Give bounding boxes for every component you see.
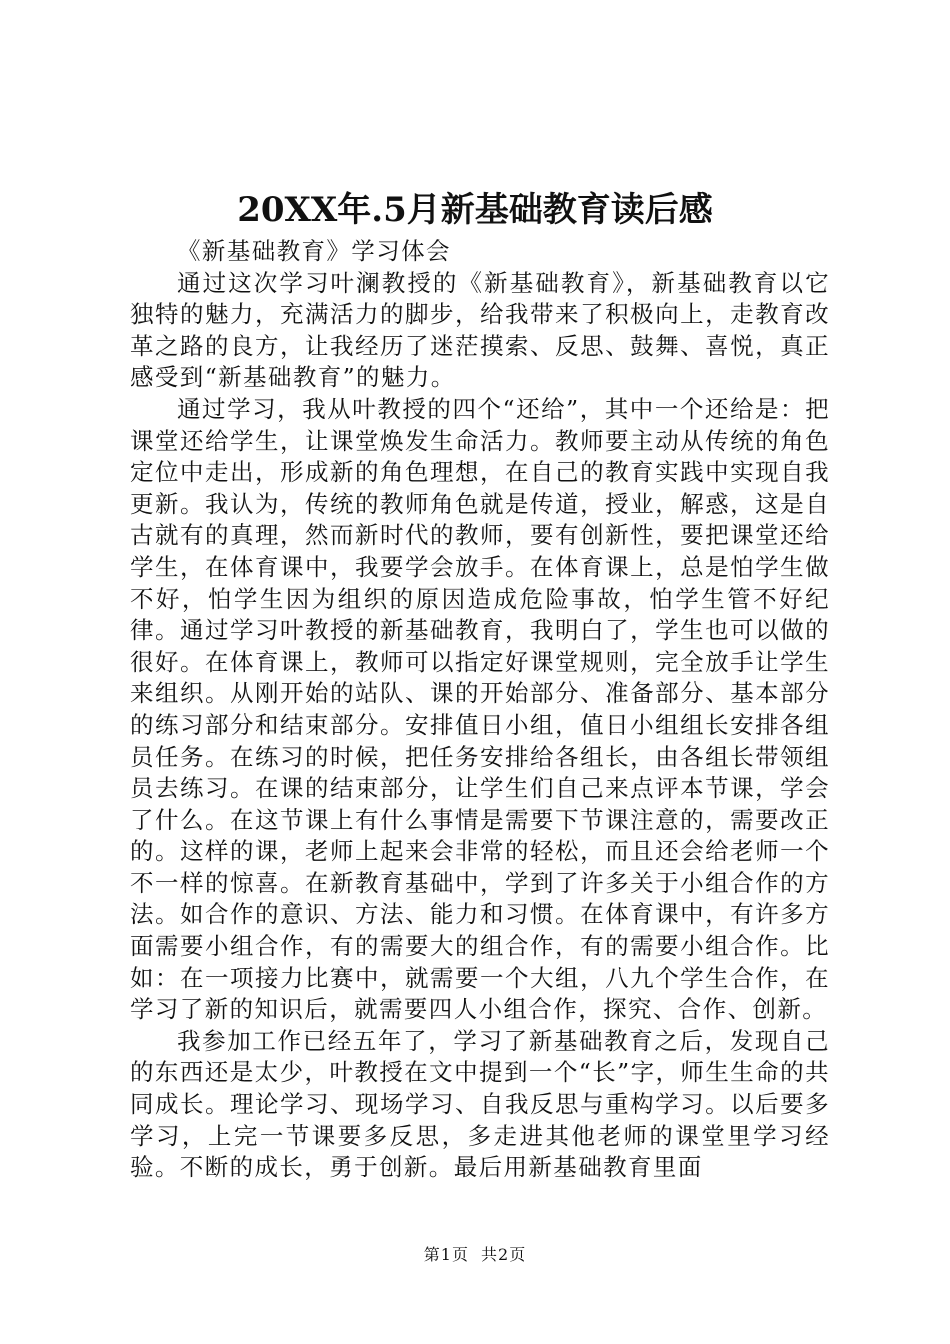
page-total: 共2页 [481, 1245, 527, 1264]
document-body [130, 236, 830, 1184]
paragraph-1: 通过这次学习叶澜教授的《新基础教育》，新基础教育以它独特的魅力，充满活力的脚步，给我带来了积极向上，走教育改革之路的良方，让我经历了迷茫摸索、反思、鼓舞、喜悦，真正感受到“新基础教育”的魅力。 [130, 268, 830, 392]
paragraph-2: 通过学习，我从叶教授的四个“还给”，其中一个还给是：把课堂还给学生，让课堂焕发生命活力。教师要主动从传统的角色定位中走出，形成新的角色理想，在自己的教育实践中实现自我更新。我认为，传统的教师角色就是传道，授业，解惑，这是自古就有的真理，然而新时代的教师，要有创新性，要把课堂还给学生，在体育课中，我要学会放手。在体育课上，总是怕学生做不好，怕学生因为组织的原因造成危险事故，怕学生管不好纪律。通过学习叶教授的新基础教育，我明白了，学生也可以做的很好。在体育课上，教师可以指定好课堂规则，完全放手让学生来组织。从刚开始的站队、课的开始部分、准备部分、基本部分的练习部分和结束部分。安排值日小组，值日小组组长安排各组员任务。在练习的时候，把任务安排给各组长，由各组长带领组员去练习。在课的结束部分，让学生们自己来点评本节课，学会了什么。在这节课上有什么事情是需要下节课注意的，需要改正的。这样的课，老师上起来会非常的轻松，而且还会给老师一个不一样的惊喜。在新教育基础中，学到了许多关于小组合作的方法。如合作的意识、方法、能力和习惯。在体育课中，有许多方面需要小组合作，有的需要大的组合作，有的需要小组合作。比如：在一项接力比赛中，就需要一个大组，八九个学生合作，在学习了新的知识后，就需要四人小组合作，探究、合作、创新。 [130, 394, 830, 1024]
document-title: 20XX年.5月新基础教育读后感 [237, 190, 713, 230]
paragraph-3: 我参加工作已经五年了，学习了新基础教育之后，发现自己的东西还是太少，叶教授在文中提到一个“长”字，师生生命的共同成长。理论学习、现场学习、自我反思与重构学习。以后要多学习，上完一节课要多反思，多走进其他老师的课堂里学习经验。不断的成长，勇于创新。最后用新基础教育里面 [130, 1026, 830, 1182]
page-footer [0, 1245, 950, 1265]
document-subtitle: 《新基础教育》学习体会 [177, 237, 451, 265]
page-number: 第1页 [423, 1245, 469, 1264]
